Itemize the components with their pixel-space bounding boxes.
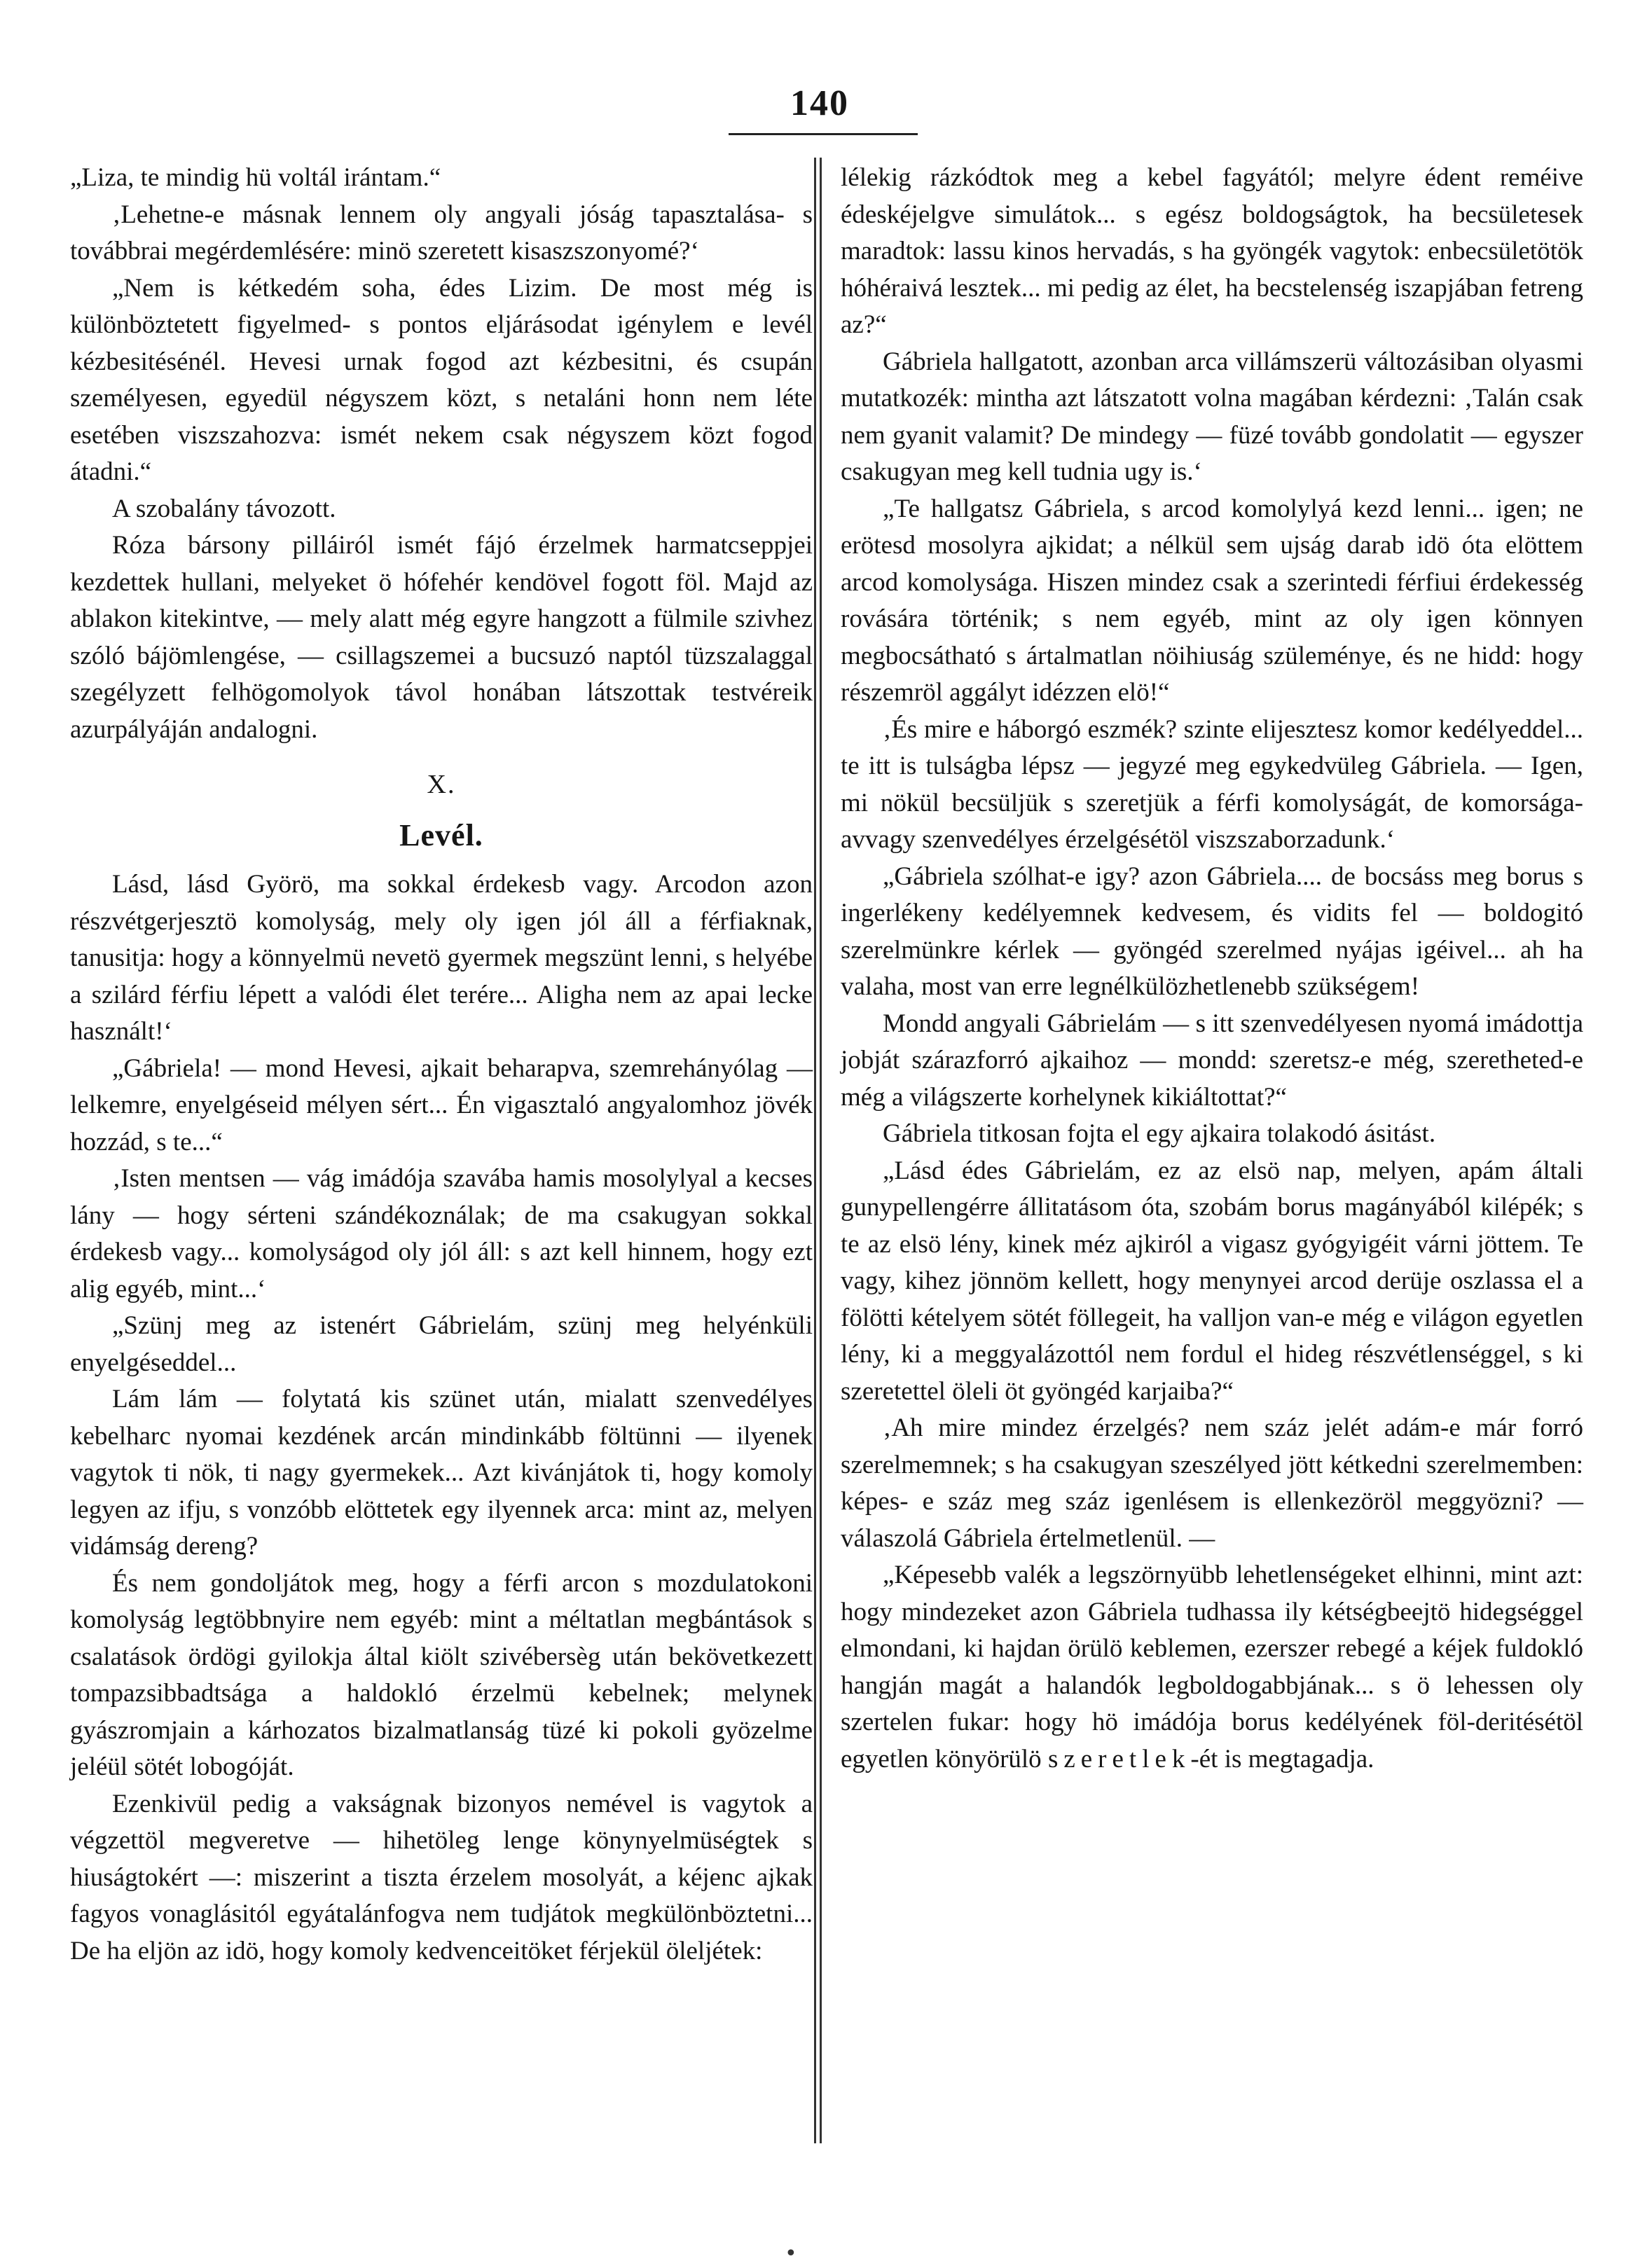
final-text-spaced: szeretlek (1047, 1744, 1191, 1773)
paragraph: Lásd, lásd Györö, ma sokkal érdekesb vagy. Arcodon azon részvétgerjesztö komolyság, mely oly igen jól áll a férfiaknak, tanusitja: hogy a könnyelmü nevetö gyermek megszünt lenni, s helyébe a szilárd férfiu lépett a valódi élet terére... Aligha nem az apai lecke használt!‘ (70, 870, 813, 1046)
paragraph: És nem gondoljátok meg, hogy a férfi arcon s mozdulatokoni komolyság legtöbbnyire nem egyéb: mint a méltatlan megbántások s csalatások ördögi gyilokja által kiölt szivébersèg után bekövetkezett tompazsibbadtsága a haldokló érzelmü kebelnek; melynek gyászromjain a kárhozatos bizalmatlanság tüzé ki pokoli gyözelme jeléül sötét lobogóját. (70, 1568, 813, 1781)
paragraph: Lám lám — folytatá kis szünet után, mialatt szenvedélyes kebelharc nyomai kezdének arcán mindinkább föltünni — ilyenek vagytok ti nök, ti nagy gyermekek... Azt kivánjátok ti, hogy komoly legyen az ifju, s vonzóbb elöttetek egy ilyennek arca: mint az, melyen vidámság dereng? (70, 1385, 813, 1561)
paragraph: ‚Isten mentsen — vág imádója szavába hamis mosolylyal a kecses lány — hogy sérteni szándékoználak; de ma csakugyan sokkal érdekesb vagy... komolyságod oly jól áll: s azt kell hinnem, hogy ezt alig egyéb, mint...‘ (70, 1164, 813, 1304)
paragraph: Gábriela hallgatott, azonban arca villámszerü változásiban olyasmi mutatkozék: mintha azt látszatott volna magában kérdezni: ‚Talán csak nem gyanit valamit? De mindegy — füzé tovább gondolatit — egyszer csakugyan meg kell tudnia ugy is.‘ (841, 347, 1583, 486)
right-column (841, 160, 1583, 1778)
paragraph: Gábriela titkosan fojta el egy ajkaira tolakodó ásitást. (883, 1119, 1436, 1148)
paragraph: Mondd angyali Gábrielám — s itt szenvedélyesen nyomá imádottja jobját szárazforró ajkaihoz — mondd: szeretsz-e még, szeretheted-e még a világszerte korhelynek kikiáltottat?“ (841, 1009, 1583, 1112)
paragraph: „Liza, te mindig hü voltál irántam.“ (70, 163, 441, 192)
column-divider (814, 158, 816, 2143)
paragraph: „Te hallgatsz Gábriela, s arcod komolylyá kezd lenni... igen; ne erötesd mosolyra ajkidat; a nélkül sem ujság darab idö óta elöttem arcod komolysága. Hiszen mindez csak a szerintedi férfiui érdekesség rovására történik; s nem egyéb, mint az oly igen könnyen megbocsátható s ártalmatlan nöihiuság szüleménye, és ne hidd: hogy részemröl aggályt idézzen elö!“ (841, 494, 1583, 707)
paragraph-final (841, 1557, 1583, 1778)
paragraph: ‚Lehetne-e másnak lennem oly angyali jóság tapasztalása- s továbbrai megérdemlésére: minö szeretett kisaszszonyomé?‘ (70, 200, 813, 265)
paragraph: „Lásd édes Gábrielám, ez az elsö nap, melyen, apám általi gunypellengérre állitatásom óta, szobám borus magányából kilépék; s te az elsö lény, kinek méz ajkiról a vigasz gyógyigéit várni jöttem. Te vagy, kihez jönnöm kellett, hogy menynyei arcod derüje oszlassa el a fölötti kételyem sötét föllegeit, ha valljon van-e még e világon egyetlen lény, ki a meggyalázottól nem fordul el hideg részvétlenséggel, s ki szeretettel öleli öt gyöngéd karjaiba?“ (841, 1156, 1583, 1406)
final-text-post: -ét is megtagadja. (1190, 1744, 1374, 1773)
paragraph: „Gábriela szólhat-e igy? azon Gábriela.... de bocsáss meg borus s ingerlékeny kedélyemnek kedvesem, és vidits fel — boldogitó szerelmünkre kérlek — gyöngéd szerelmed nyájas igéivel... ah ha valaha, most van erre legnélkülözhetlenebb szükségem! (841, 862, 1583, 1001)
paragraph: „Nem is kétkedém soha, édes Lizim. De most még is különböztetett figyelmed- s pontos eljárásodat igénylem e levél kézbesitésénél. Hevesi urnak fogod azt kézbesitni, és csupán személyesen, egyedül négyszem közt, s netaláni honn nem léte esetében viszszahozva: ismét nekem csak négyszem közt fogod átadni.“ (70, 273, 813, 486)
paragraph: ‚Ah mire mindez érzelgés? nem száz jelét adám-e már forró szerelmemnek; s ha csakugyan szeszélyed jött kétkedni szerelmemben: képes- e száz meg száz igenlésem is ellenkezöröl meggyözni? — válaszolá Gábriela értelmetlenül. — (841, 1413, 1583, 1553)
paragraph: ‚És mire e háborgó eszmék? szinte elijesztesz komor kedélyeddel... te itt is tulságba lépsz — jegyzé meg egykedvüleg Gábriela. — Igen, mi nökül becsüljük s szeretjük a férfi komolyságát, de komorsága- avvagy szenvedélyes érzelgésétöl viszszaborzadunk.‘ (841, 714, 1583, 854)
header-rule (729, 133, 918, 135)
page-number: 140 (790, 83, 849, 123)
section-number: X. (427, 770, 456, 799)
paragraph: A szobalány távozott. (112, 494, 336, 523)
paragraph: „Szünj meg az istenért Gábrielám, szünj meg helyénküli enyelgéseddel... (70, 1311, 813, 1377)
left-column (70, 160, 813, 1970)
column-divider-double (820, 158, 822, 2143)
final-text-pre: „Képesebb valék a legszörnyübb lehetlenségeket elhinni, mint azt: hogy mindezeket azon Gábriela tudhassa ily kétségbeejtö hidegséggel elmondani, ki hajdan örülö keblemen, ezerszer rebegé a kéjek fuldokló hangján magát a halandók legboldogabbjának... s ö lehessen oly szertelen fukar: hogy hö imádója borus kedélyének föl-deritésétöl egyetlen könyörülö (841, 1561, 1583, 1773)
footer-mark: • (785, 2241, 797, 2266)
paragraph: lélekig rázkódtok meg a kebel fagyától; melyre édent reméive édeskéjelgve simulátok... s egész boldogságtok, ha becsületesek maradtok: lassu kinos hervadás, s ha gyöngék vagytok: enbecsületötök hóhéraivá lesztek... mi pedig az élet, ha becstelenség iszapjában fetreng az?“ (841, 163, 1583, 339)
paragraph: „Gábriela! — mond Hevesi, ajkait beharapva, szemrehányólag — lelkemre, enyelgéseid mélyen sért... Én vigasztaló angyalomhoz jövék hozzád, s te...“ (70, 1053, 813, 1156)
paragraph: Róza bársony pilláiról ismét fájó érzelmek harmatcseppjei kezdettek hullani, melyeket ö hófehér kendövel fogott föl. Majd az ablakon kitekintve, — mely alatt még egyre hangzott a fülmile szivhez szóló bájömlengése, — csillagszemei a bucsuzó naptól tüzszalaggal szegélyzett felhögomolyok távol honában látszottak testvéreik azurpályáján andalogni. (70, 531, 813, 744)
paragraph: Ezenkivül pedig a vakságnak bizonyos nemével is vagytok a végzettöl megveretve — hihetöleg lenge könynyelmüségtek s hiuságtokért —: miszerint a tiszta érzelem mosolyát, a kéjenc ajkak fagyos vonaglásitól egyátalánfogva nem tudjátok megkülönböztetni... De ha eljön az idö, hogy komoly kedvenceitöket férjekül öleljétek: (70, 1789, 813, 1965)
section-title: Levél. (399, 817, 483, 852)
